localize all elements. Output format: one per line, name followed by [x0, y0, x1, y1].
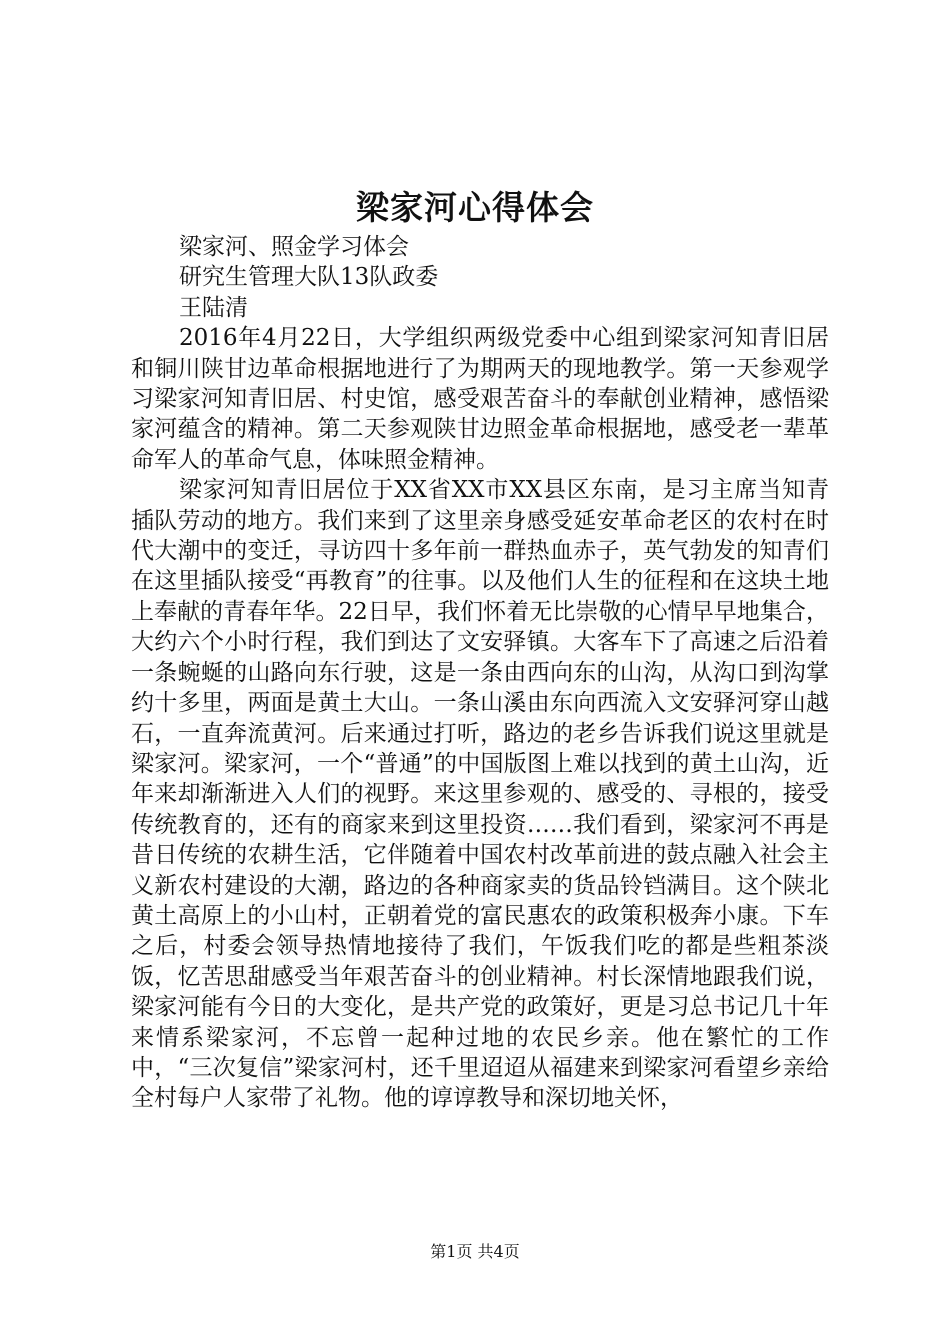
document-body: [131, 232, 829, 1114]
subtitle-line: 梁家河、照金学习体会: [179, 234, 409, 260]
unit-line: 研究生管理大队13队政委: [179, 264, 439, 291]
paragraph-intro: 2016年4月22日，大学组织两级党委中心组到梁家河知青旧居和铜川陕甘边革命根据地进行了为期两天的现地教学。第一天参观学习梁家河知青旧居、村史馆，感受艰苦奋斗的奉献创业精神，感悟梁家河蕴含的精神。第二天参观陕甘边照金革命根据地，感受老一辈革命军人的革命气息，体味照金精神。: [131, 325, 829, 473]
author-line: 王陆清: [179, 294, 248, 321]
page-footer: 第1页 共4页: [430, 1242, 520, 1261]
document-title: 梁家河心得体会: [356, 188, 594, 227]
paragraph-liangjiahe: 梁家河知青旧居位于XX省XX市XX县区东南，是习主席当知青插队劳动的地方。我们来到了这里亲身感受延安革命老区的农村在时代大潮中的变迁，寻访四十多年前一群热血赤子，英气勃发的知青们在这里插队接受“再教育”的往事。以及他们人生的征程和在这块土地上奉献的青春年华。22日早，我们怀着无比崇敬的心情早早地集合，大约六个小时行程，我们到达了文安驿镇。大客车下了高速之后沿着一条蜿蜒的山路向东行驶，这是一条由西向东的山沟，从沟口到沟掌约十多里，两面是黄土大山。一条山溪由东向西流入文安驿河穿山越石，一直奔流黄河。后来通过打听，路边的老乡告诉我们说这里就是梁家河。梁家河，一个“普通”的中国版图上难以找到的黄土山沟，近年来却渐渐进入人们的视野。来这里参观的、感受的、寻根的，接受传统教育的，还有的商家来到这里投资……我们看到，梁家河不再是昔日传统的农耕生活，它伴随着中国农村改革前进的鼓点融入社会主义新农村建设的大潮，路边的各种商家卖的货品铃铛满目。这个陕北黄土高原上的小山村，正朝着党的富民惠农的政策积极奔小康。下车之后，村委会领导热情地接待了我们，午饭我们吃的都是些粗茶淡饭，忆苦思甜感受当年艰苦奋斗的创业精神。村长深情地跟我们说，梁家河能有今日的大变化，是共产党的政策好，更是习总书记几十年来情系梁家河，不忘曾一起种过地的农民乡亲。他在繁忙的工作中，“三次复信”梁家河村，还千里迢迢从福建来到梁家河看望乡亲给全村每户人家带了礼物。他的谆谆教导和深切地关怀，: [131, 477, 829, 1112]
